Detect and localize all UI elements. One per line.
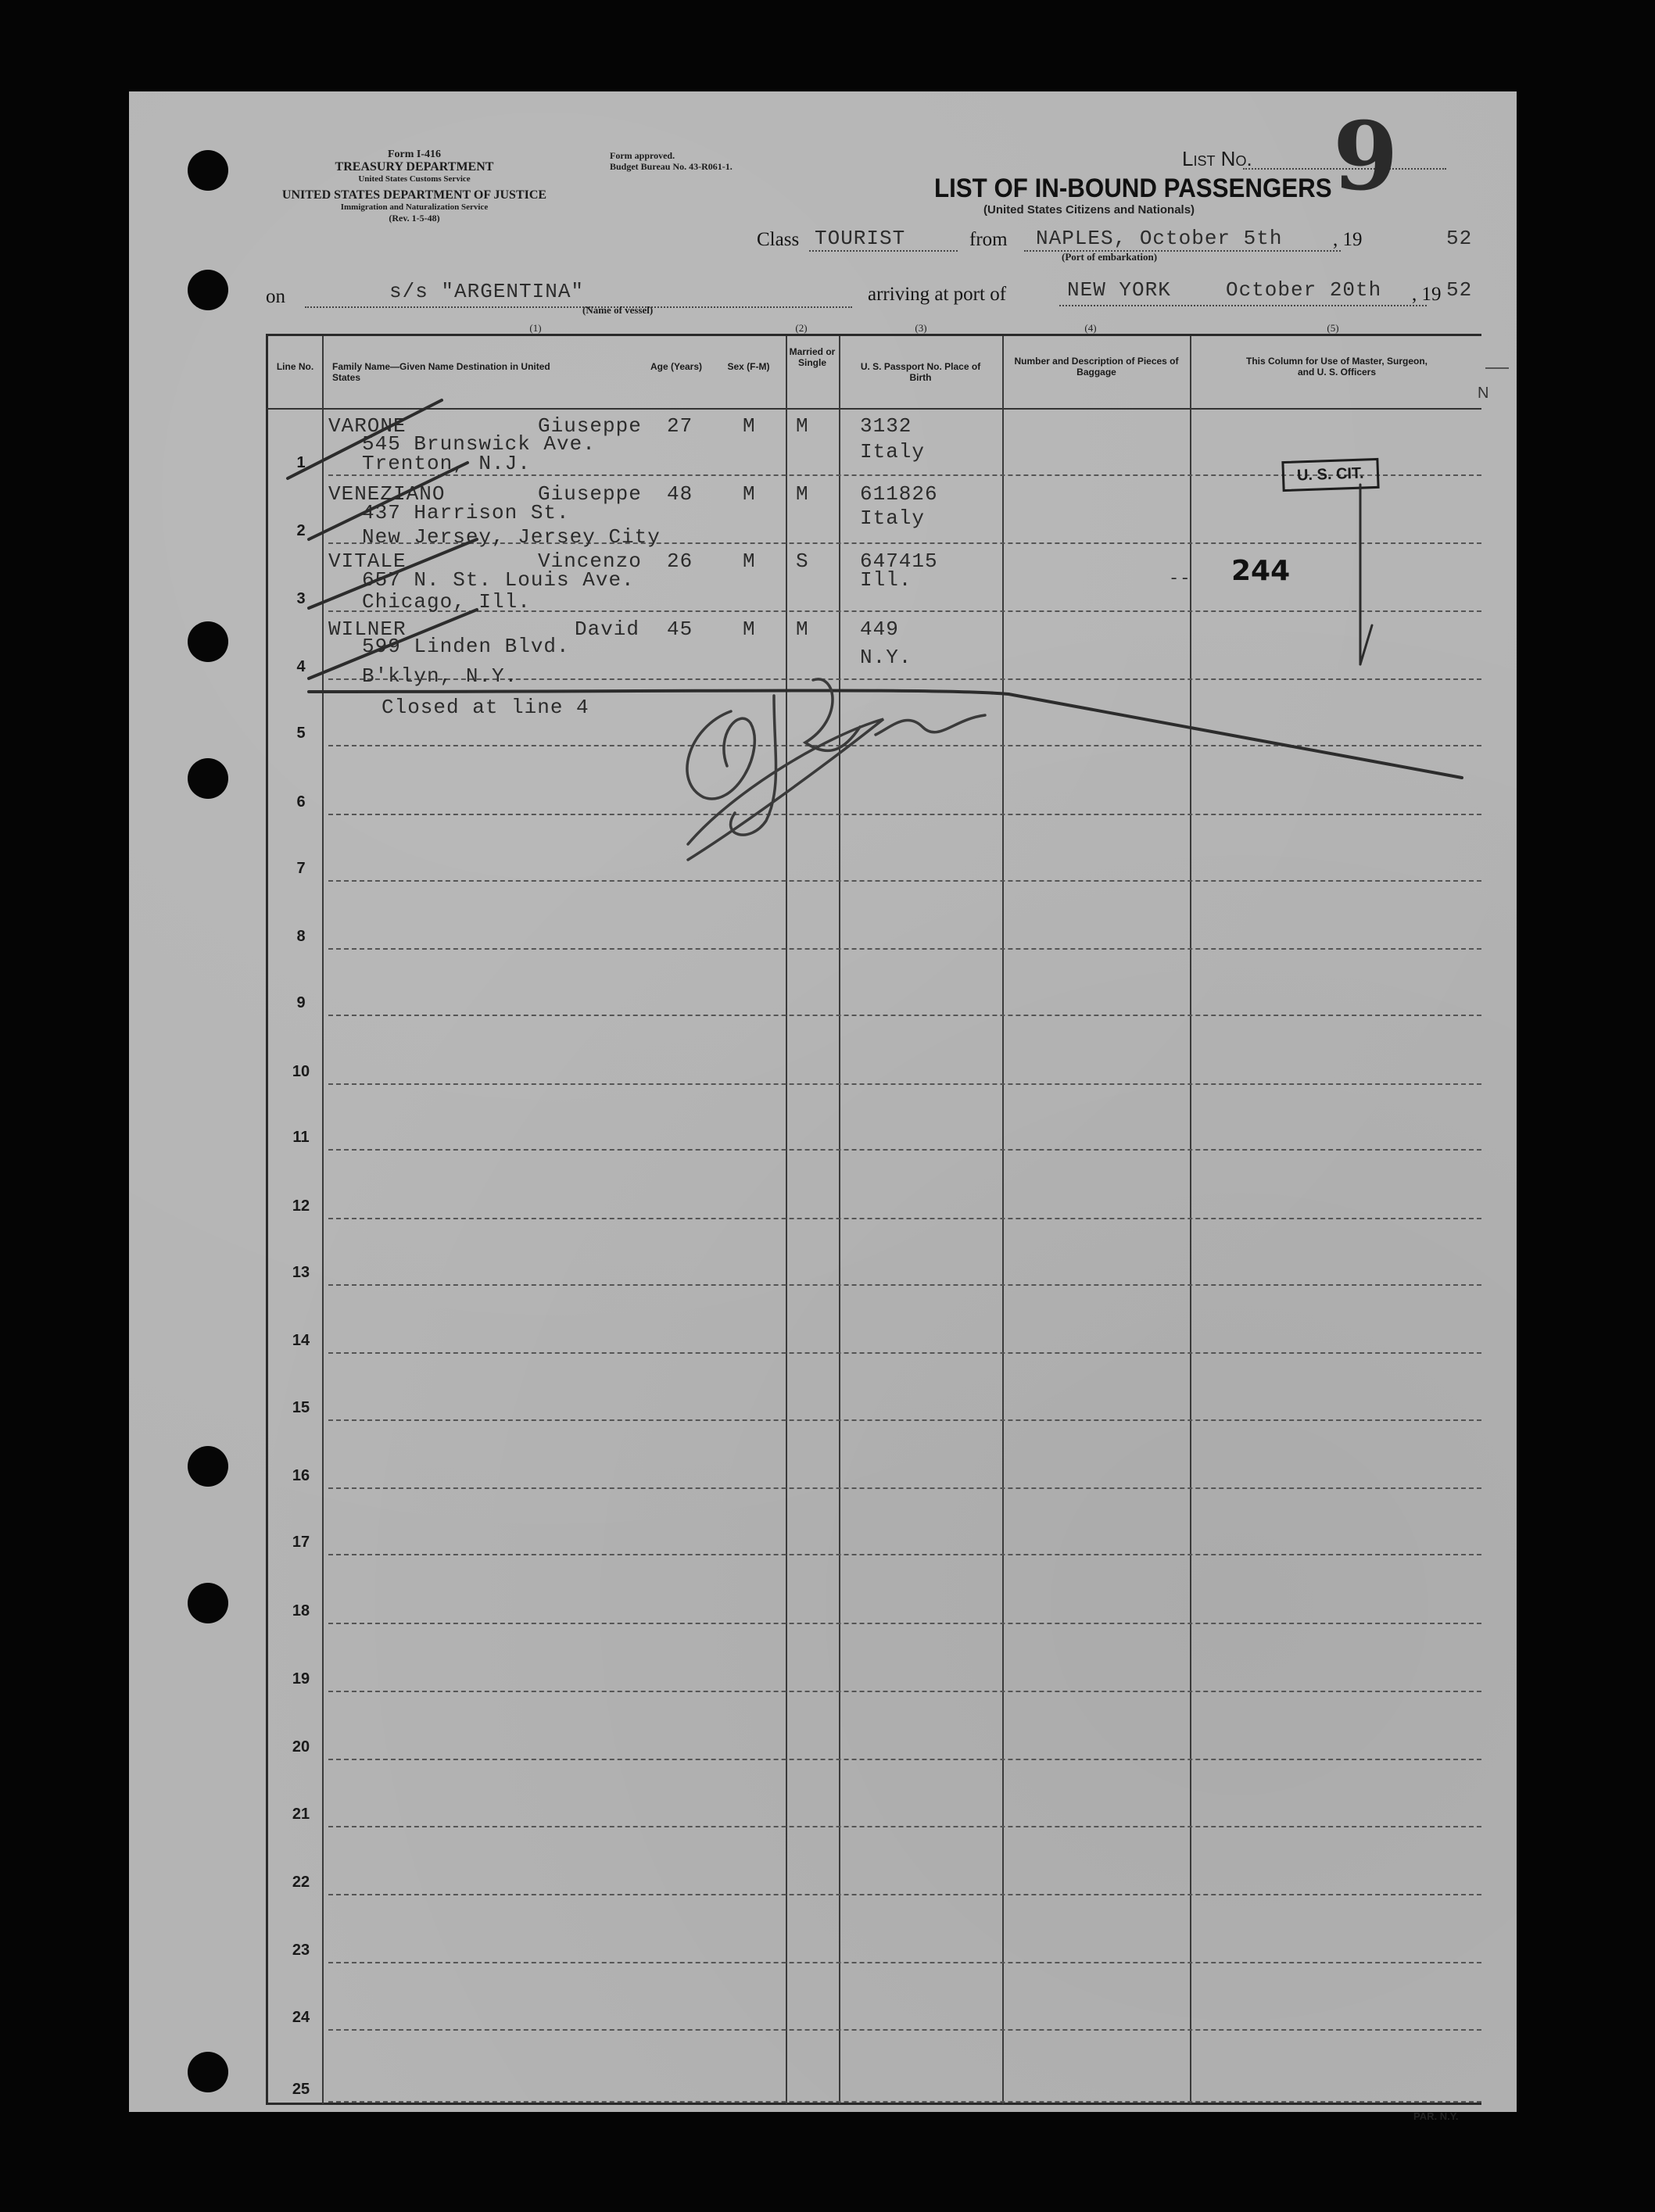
passenger-1-sex: M bbox=[743, 414, 756, 438]
strike-mark bbox=[309, 610, 477, 678]
passenger-1-city: Trenton, N.J. bbox=[362, 452, 531, 475]
col-header-line-no: Line No. bbox=[276, 361, 314, 372]
closed-note: Closed at line 4 bbox=[382, 696, 589, 719]
passenger-1-family: VARONE bbox=[328, 414, 407, 438]
on-label: on bbox=[266, 286, 285, 307]
passenger-3-birth: Ill. bbox=[860, 568, 912, 592]
colnum-2: (2) bbox=[795, 322, 808, 334]
line-number: 22 bbox=[292, 1874, 310, 1891]
passenger-1-marital: M bbox=[796, 414, 809, 438]
passenger-2-passport: 611826 bbox=[860, 482, 938, 506]
justice-dept: UNITED STATES DEPARTMENT OF JUSTICE bbox=[281, 188, 547, 202]
year2-prefix: , 19 bbox=[1412, 284, 1442, 305]
col-header-baggage: Number and Description of Pieces of Baggage bbox=[1014, 356, 1179, 378]
passenger-3-passport: 647415 bbox=[860, 549, 938, 573]
passenger-4-sex: M bbox=[743, 617, 756, 641]
officer-check bbox=[1360, 625, 1372, 664]
line-number: 14 bbox=[292, 1332, 310, 1349]
form-number: Form I-416 bbox=[387, 149, 442, 160]
page-title: LIST OF IN-BOUND PASSENGERS bbox=[934, 174, 1332, 203]
line-number: 16 bbox=[292, 1467, 310, 1484]
strike-mark bbox=[288, 400, 442, 478]
line-number: 24 bbox=[292, 2009, 310, 2026]
col-header-name: Family Name—Given Name Destination in United States bbox=[332, 361, 550, 383]
col-header-passport: U. S. Passport No. Place of Birth bbox=[860, 361, 981, 383]
col-header-married: Married or Single bbox=[789, 346, 836, 368]
passenger-2-family: VENEZIANO bbox=[328, 482, 446, 506]
passenger-3-given: Vincenzo bbox=[538, 549, 642, 573]
line-number: 2 bbox=[296, 522, 306, 539]
line-number: 11 bbox=[292, 1129, 310, 1146]
line-number: 23 bbox=[292, 1942, 310, 1959]
passenger-3-marital: S bbox=[796, 549, 809, 573]
signature bbox=[687, 679, 985, 860]
year1-prefix: , 19 bbox=[1333, 229, 1363, 250]
passenger-4-city: B'klyn, N.Y. bbox=[362, 664, 518, 688]
passenger-4-address: 599 Linden Blvd. bbox=[362, 635, 570, 658]
year1-value: 52 bbox=[1446, 227, 1473, 250]
line-number: 15 bbox=[292, 1399, 310, 1416]
passenger-4-family: WILNER bbox=[328, 617, 407, 641]
line-number: 21 bbox=[292, 1806, 310, 1823]
page-subtitle: (United States Citizens and Nationals) bbox=[983, 203, 1195, 217]
line-number: 3 bbox=[296, 590, 306, 607]
arrival-date: October 20th bbox=[1226, 278, 1382, 302]
passenger-1-passport: 3132 bbox=[860, 414, 912, 438]
passenger-2-address: 437 Harrison St. bbox=[362, 501, 570, 524]
vessel-name: s/s "ARGENTINA" bbox=[389, 280, 585, 303]
baggage-dash: -- bbox=[1169, 569, 1191, 589]
line-number: 1 bbox=[296, 454, 306, 471]
customs-service: United States Customs Service bbox=[358, 174, 471, 184]
line-number: 20 bbox=[292, 1738, 310, 1756]
list-number: 9 bbox=[1333, 102, 1399, 212]
revision: (Rev. 1-5-48) bbox=[389, 213, 440, 224]
strike-mark bbox=[309, 539, 477, 608]
line-number: 6 bbox=[296, 793, 306, 811]
col-header-sex: Sex (F-M) bbox=[727, 361, 770, 372]
passenger-1-age: 27 bbox=[667, 414, 693, 438]
line-number: 25 bbox=[292, 2081, 310, 2098]
passenger-4-passport: 449 bbox=[860, 617, 899, 641]
passenger-4-birth: N.Y. bbox=[860, 646, 912, 669]
port-embark-caption: (Port of embarkation) bbox=[1062, 251, 1158, 263]
line-number: 9 bbox=[296, 994, 306, 1011]
strike-mark bbox=[309, 463, 467, 539]
passenger-3-age: 26 bbox=[667, 549, 693, 573]
col-header-officers: This Column for Use of Master, Surgeon, and U. S. Officers bbox=[1245, 356, 1428, 378]
passenger-2-age: 48 bbox=[667, 482, 693, 506]
closing-diagonal bbox=[1008, 694, 1462, 778]
line-number: 10 bbox=[292, 1063, 310, 1080]
list-no-label: List No. bbox=[1182, 147, 1252, 170]
line-number: 7 bbox=[296, 860, 306, 877]
passenger-3-address: 657 N. St. Louis Ave. bbox=[362, 568, 635, 592]
passenger-3-sex: M bbox=[743, 549, 756, 573]
year2-value: 52 bbox=[1446, 278, 1473, 302]
form-approved: Form approved. bbox=[610, 150, 675, 161]
margin-mark: N bbox=[1478, 385, 1489, 402]
passenger-4-given: David bbox=[575, 617, 640, 641]
line-number: 5 bbox=[296, 725, 306, 742]
ins-line: Immigration and Naturalization Service bbox=[340, 202, 489, 212]
colnum-3: (3) bbox=[915, 322, 927, 334]
line-number: 12 bbox=[292, 1197, 310, 1215]
passenger-2-city: New Jersey, Jersey City bbox=[362, 525, 661, 549]
printer-mark: PAR. N.Y. bbox=[1413, 2110, 1459, 2122]
passenger-4-marital: M bbox=[796, 617, 809, 641]
line-number: 13 bbox=[292, 1264, 310, 1281]
vessel-caption: (Name of vessel) bbox=[582, 304, 654, 316]
from-value: NAPLES, October 5th bbox=[1036, 227, 1283, 250]
budget-bureau: Budget Bureau No. 43-R061-1. bbox=[610, 161, 733, 172]
line-number: 4 bbox=[296, 658, 306, 675]
passenger-1-given: Giuseppe bbox=[538, 414, 642, 438]
passenger-3-city: Chicago, Ill. bbox=[362, 590, 531, 614]
line-number: 17 bbox=[292, 1534, 310, 1551]
passenger-3-family: VITALE bbox=[328, 549, 407, 573]
line-number: 8 bbox=[296, 928, 306, 945]
officer-number: 244 bbox=[1231, 555, 1291, 587]
passenger-1-address: 545 Brunswick Ave. bbox=[362, 432, 596, 456]
class-label: Class bbox=[757, 229, 800, 250]
colnum-4: (4) bbox=[1084, 322, 1097, 334]
line-number: 18 bbox=[292, 1602, 310, 1620]
from-label: from bbox=[969, 229, 1008, 250]
class-value: TOURIST bbox=[815, 227, 906, 250]
passenger-2-birth: Italy bbox=[860, 506, 926, 530]
col-header-age: Age (Years) bbox=[650, 361, 703, 372]
treasury-dept: TREASURY DEPARTMENT bbox=[335, 160, 494, 174]
passenger-2-marital: M bbox=[796, 482, 809, 506]
us-cit-stamp: U. S. CIT. bbox=[1281, 458, 1379, 492]
arriving-label: arriving at port of bbox=[868, 284, 1007, 305]
passenger-4-age: 45 bbox=[667, 617, 693, 641]
colnum-5: (5) bbox=[1327, 322, 1339, 334]
arrival-port: NEW YORK bbox=[1067, 278, 1171, 302]
closing-line bbox=[309, 690, 1008, 694]
passenger-1-birth: Italy bbox=[860, 440, 926, 464]
passenger-2-given: Giuseppe bbox=[538, 482, 642, 506]
passenger-2-sex: M bbox=[743, 482, 756, 506]
colnum-1: (1) bbox=[529, 322, 542, 334]
line-number: 19 bbox=[292, 1670, 310, 1688]
